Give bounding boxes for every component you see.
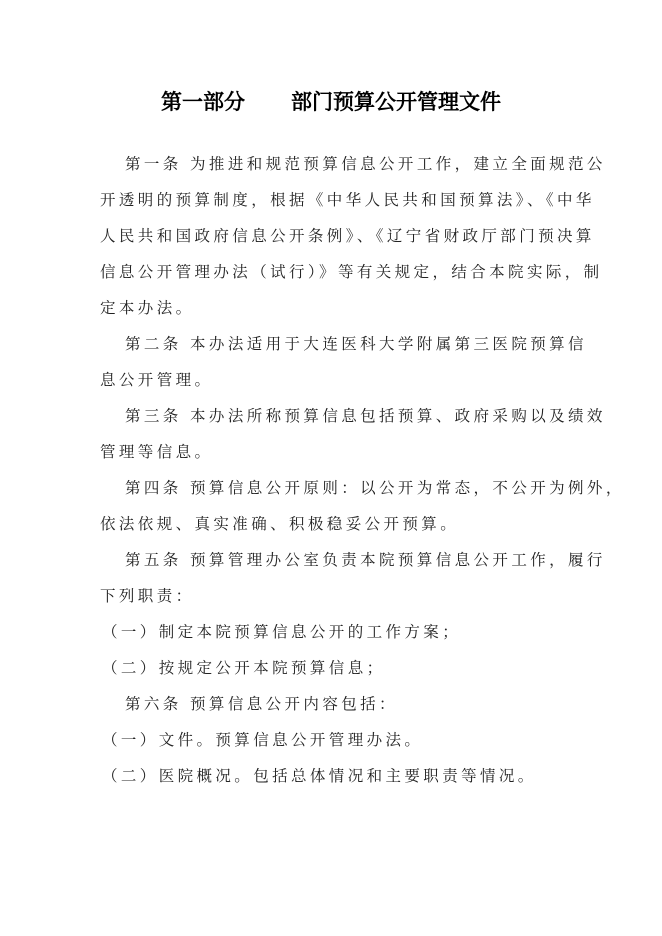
article-6-item-2: （二）医院概况。包括总体情况和主要职责等情况。	[102, 767, 537, 785]
article-1-line-3: 人民共和国政府信息公开条例》、《辽宁省财政厅部门预决算	[100, 227, 595, 245]
article-4-line-1: 第四条 预算信息公开原则：以公开为常态，不公开为例外，	[125, 479, 625, 497]
article-4-line-2: 依法依规、真实准确、积极稳妥公开预算。	[100, 515, 460, 533]
title-name: 部门预算公开管理文件	[291, 90, 501, 114]
article-5-line-1: 第五条 预算管理办公室负责本院预算信息公开工作，履行	[125, 551, 606, 569]
article-1-line-1: 第一条 为推进和规范预算信息公开工作，建立全面规范公	[125, 155, 606, 173]
article-6-item-1: （一）文件。预算信息公开管理办法。	[102, 731, 424, 749]
article-5-item-2: （二）按规定公开本院预算信息；	[102, 659, 386, 677]
article-2-line-2: 息公开管理。	[100, 371, 214, 389]
title-part: 第一部分	[161, 90, 245, 114]
article-1-line-4: 信息公开管理办法（试行）》等有关规定，结合本院实际，制	[100, 263, 603, 281]
page-title	[0, 86, 662, 116]
article-5-line-2: 下列职责：	[100, 587, 195, 605]
article-5-item-1: （一）制定本院预算信息公开的工作方案；	[102, 623, 462, 641]
article-3-line-2: 管理等信息。	[100, 443, 214, 461]
article-3-line-1: 第三条 本办法所称预算信息包括预算、政府采购以及绩效	[125, 407, 606, 425]
article-6-line-1: 第六条 预算信息公开内容包括：	[125, 695, 398, 713]
document-body	[100, 146, 625, 794]
article-2-line-1: 第二条 本办法适用于大连医科大学附属第三医院预算信	[125, 335, 587, 353]
article-1-line-5: 定本办法。	[100, 299, 195, 317]
article-1-line-2: 开透明的预算制度，根据《中华人民共和国预算法》、《中华	[100, 191, 595, 209]
